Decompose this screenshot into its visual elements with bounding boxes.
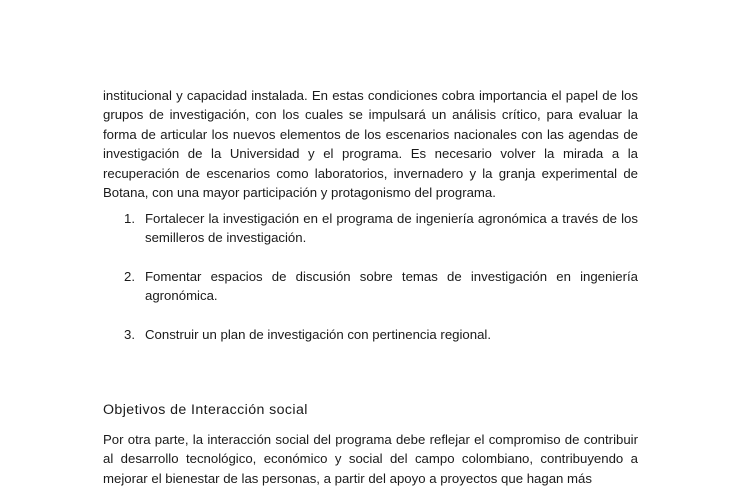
list-item <box>103 267 638 306</box>
list-item <box>103 325 638 344</box>
list-item-number: 1. <box>124 211 135 226</box>
list-item-text: Fomentar espacios de discusión sobre temas de investigación en ingeniería agronómica. <box>145 268 638 304</box>
body-paragraph: institucional y capacidad instalada. En estas condiciones cobra importancia el papel de los grupos de investigación, con los cuales se impulsará un análisis crítico, para evaluar la forma de articular los nuevos elementos de los escenarios nacionales con las agendas de investigación de la Universidad y el programa. Es necesario volver la mirada a la recuperación de escenarios como laboratorios, invernadero y la granja experimental de Botana, con una mayor participación y protagonismo del programa. <box>103 88 638 201</box>
body-paragraph: Por otra parte, la interacción social del programa debe reflejar el compromiso de contribuir al desarrollo tecnológico, económico y social del campo colombiano, contribuyendo a mejorar el bienestar de las personas, a partir del apoyo a proyectos que hagan más <box>103 432 638 486</box>
section-heading: Objetivos de Interacción social <box>103 402 308 418</box>
list-item-number: 2. <box>124 268 135 284</box>
list-item-number: 3. <box>124 326 135 342</box>
objectives-list <box>103 209 638 363</box>
list-item-text: Fortalecer la investigación en el programa de ingeniería agronómica a través de los semilleros de investigación. <box>145 211 638 246</box>
list-item-text: Construir un plan de investigación con pertinencia regional. <box>145 326 492 342</box>
list-item <box>103 209 638 248</box>
